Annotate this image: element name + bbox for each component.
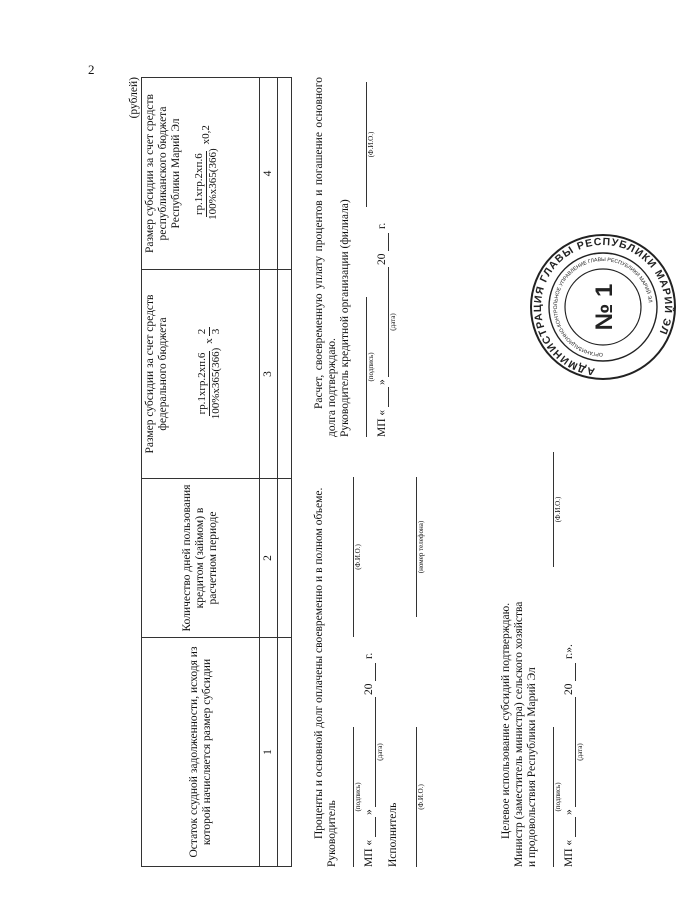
col-number-2: 2 bbox=[260, 479, 278, 638]
right-date-label: (дата) bbox=[389, 313, 397, 331]
right-month-line[interactable] bbox=[376, 267, 389, 377]
formula-federal-frac-num: 2 bbox=[196, 328, 208, 335]
bottom-line-2: Министр (заместитель министра) сельского хозяйства bbox=[513, 601, 525, 867]
svg-text:ОРГАНИЗАЦИОННО-КОНТРОЛЬНОЕ УПР: ОРГАНИЗАЦИОННО-КОНТРОЛЬНОЕ УПРАВЛЕНИЕ ГЛАВЫ РЕСПУБЛИКИ МАРИЙ ЭЛ bbox=[552, 256, 653, 358]
left-fio-label: (Ф.И.О.) bbox=[354, 544, 362, 570]
col-number-4: 4 bbox=[260, 78, 278, 270]
left-mp-date bbox=[363, 472, 387, 867]
right-day-line[interactable] bbox=[376, 387, 389, 407]
left-day-line[interactable] bbox=[363, 817, 376, 837]
right-fio-line[interactable] bbox=[354, 82, 367, 207]
bottom-fio-line[interactable] bbox=[541, 452, 554, 567]
left-mp-label: МП « bbox=[363, 839, 375, 867]
left-year: 20 bbox=[363, 683, 375, 695]
svg-text:№ 1: № 1 bbox=[591, 283, 618, 331]
left-signature-label: (подпись) bbox=[354, 782, 362, 812]
header-col-3-text: Размер субсидии за счет средств федерального бюджета bbox=[144, 294, 169, 454]
header-col-1: Остаток ссудной задолженности, исходя из которой начисляется размер субсидии bbox=[142, 638, 260, 867]
right-year: 20 bbox=[376, 253, 388, 265]
bottom-day-line[interactable] bbox=[563, 817, 576, 837]
formula-republic-denominator: 100%х365(366) bbox=[207, 148, 219, 220]
right-statement: Расчет, своевременную уплату процентов и погашение основного долга подтверждаю. bbox=[313, 77, 338, 437]
left-date-quote: » bbox=[363, 809, 375, 815]
official-stamp bbox=[528, 232, 678, 382]
left-signature-line[interactable] bbox=[341, 727, 354, 867]
bottom-line-3: и продовольствия Республики Марий Эл bbox=[526, 667, 538, 867]
formula-federal-numerator: гр.1хгр.2хп.6 bbox=[196, 352, 208, 415]
left-executor-fio-line[interactable] bbox=[404, 727, 417, 867]
formula-federal-mult: х bbox=[203, 338, 215, 344]
header-col-3 bbox=[142, 270, 260, 479]
header-col-4 bbox=[142, 78, 260, 270]
bottom-mp-date bbox=[563, 447, 587, 867]
header-col-2: Количество дней пользования кредитом (займом) в расчетном периоде bbox=[142, 479, 260, 638]
left-executor-fio-label: (Ф.И.О.) bbox=[417, 784, 425, 810]
left-fio-line[interactable] bbox=[341, 477, 354, 637]
right-head-label: Руководитель кредитной организации (филиала) bbox=[339, 199, 351, 437]
bottom-fio-label: (Ф.И.О.) bbox=[554, 496, 562, 523]
page-number: 2 bbox=[88, 62, 95, 77]
right-block bbox=[313, 77, 400, 437]
left-year-suffix: г. bbox=[363, 652, 375, 659]
right-signature-label: (подпись) bbox=[367, 352, 375, 382]
bottom-year-suffix: г.». bbox=[563, 644, 575, 659]
rotated-sheet bbox=[128, 67, 675, 867]
bottom-block bbox=[500, 447, 587, 867]
right-mp-label: МП « bbox=[376, 409, 388, 437]
bottom-statement: Целевое использование субсидий подтверждаю. bbox=[500, 602, 512, 839]
formula-federal-frac-den: 3 bbox=[210, 328, 222, 335]
left-month-line[interactable] bbox=[363, 697, 376, 807]
unit-label: (рублей) bbox=[128, 77, 140, 119]
formula-republic-numerator: гр.1хгр.2хп.6 bbox=[193, 153, 205, 215]
bottom-month-line[interactable] bbox=[563, 697, 576, 807]
bottom-year: 20 bbox=[563, 683, 575, 695]
left-date-label: (дата) bbox=[376, 743, 384, 761]
header-col-4-text: Размер субсидии за счет средств республиканского бюджета Республики Марий Эл bbox=[144, 94, 182, 253]
bottom-year-line[interactable] bbox=[563, 663, 576, 681]
left-phone-label: (номер телефона) bbox=[417, 520, 425, 574]
bottom-date-label: (дата) bbox=[576, 743, 584, 761]
right-date-quote: » bbox=[376, 379, 388, 385]
col-number-1: 1 bbox=[260, 638, 278, 867]
bottom-signature-label: (подпись) bbox=[554, 782, 562, 812]
left-statement: Проценты и основной долг оплачены своевременно и в полном объеме. bbox=[313, 487, 325, 839]
formula-federal bbox=[196, 274, 223, 474]
left-phone-line[interactable] bbox=[404, 477, 417, 617]
formula-republic bbox=[193, 82, 220, 265]
right-year-line[interactable] bbox=[376, 233, 389, 251]
right-fio-label: (Ф.И.О.) bbox=[367, 131, 375, 158]
right-signature-line[interactable] bbox=[354, 297, 367, 437]
formula-republic-mult: х0,2 bbox=[200, 125, 212, 145]
subsidy-table bbox=[141, 77, 292, 867]
right-year-suffix: г. bbox=[376, 222, 388, 229]
bottom-signature-line[interactable] bbox=[541, 727, 554, 867]
col-number-3: 3 bbox=[260, 270, 278, 479]
left-year-line[interactable] bbox=[363, 663, 376, 681]
right-mp-date bbox=[376, 77, 400, 437]
formula-federal-denominator: 100%х365(366) bbox=[210, 347, 222, 420]
left-head-label: Руководитель bbox=[326, 800, 338, 867]
bottom-mp-label: МП « bbox=[563, 839, 575, 867]
left-block bbox=[313, 472, 426, 867]
svg-text:АДМИНИСТРАЦИЯ ГЛАВЫ РЕСПУБЛИКИ: АДМИНИСТРАЦИЯ ГЛАВЫ РЕСПУБЛИКИ МАРИЙ ЭЛ bbox=[531, 235, 675, 378]
left-executor-label: Исполнитель bbox=[387, 802, 399, 867]
bottom-date-quote: » bbox=[563, 809, 575, 815]
